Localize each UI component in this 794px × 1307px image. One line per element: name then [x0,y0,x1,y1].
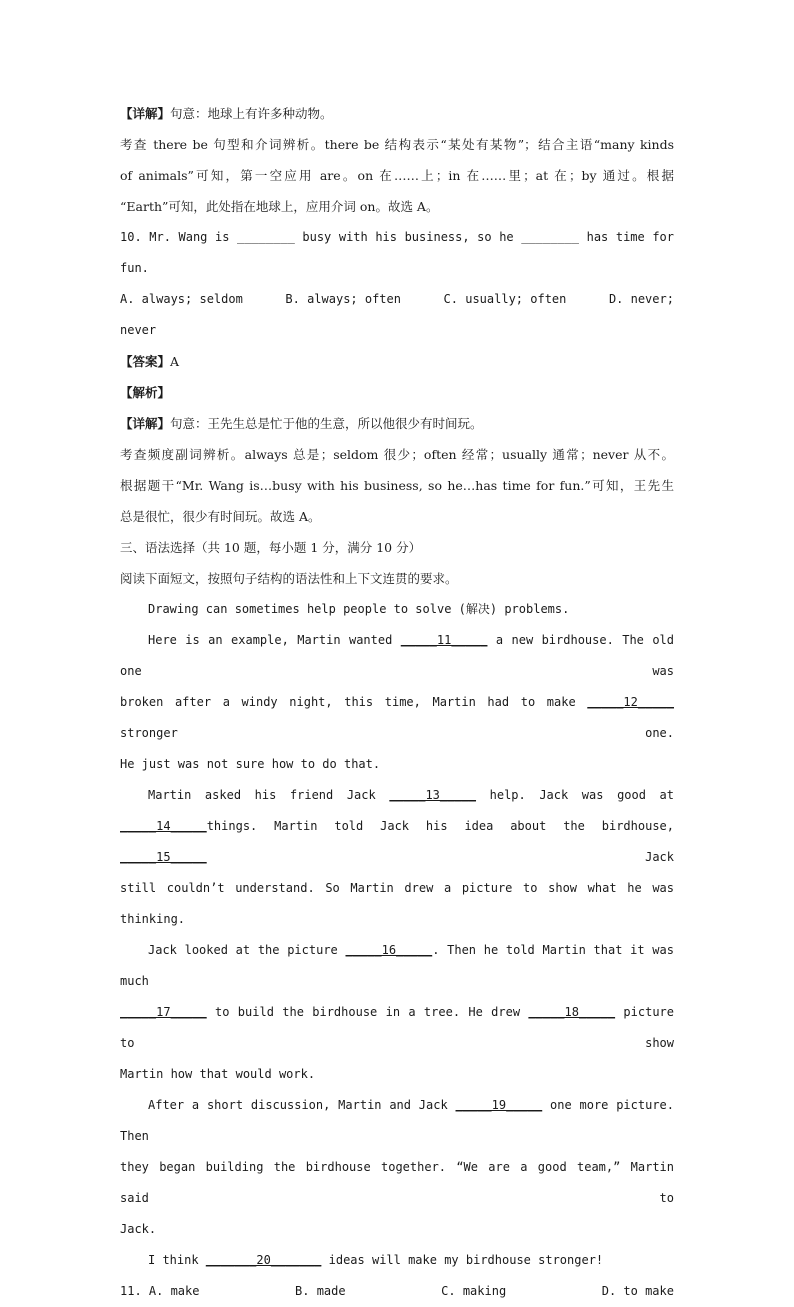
q10-options [120,284,674,315]
text-run: Here is an example, Martin wanted [148,633,401,647]
detail-label: 【详解】 [120,416,171,431]
option-d: D. never; [608,292,674,306]
option-d-wrap: never [120,323,157,337]
passage-line: Jack. [120,1222,157,1236]
q10-analysis-line: 考查频度副词辨析。always 总是；seldom 很少；often 经常；usually 通常；never 从不。 [120,447,674,462]
detail-text: 句意：地球上有许多种动物。 [170,106,333,121]
blank-18: _____18_____ [528,1005,616,1019]
passage-line [120,687,674,749]
option-b: B. always; often [285,292,401,306]
passage-line [120,1245,674,1276]
blank-19: _____19_____ [455,1098,543,1112]
text-run: . Then he told Martin that it was much [120,943,674,988]
blank-13: _____13_____ [389,788,477,802]
text-run: things. Martin told Jack his idea about the birdhouse, [206,819,674,833]
answer-label: 【答案】 [120,354,171,369]
option-d: D. to make [601,1284,674,1298]
option-a: 11. A. make [120,1284,200,1298]
blank-12: _____12_____ [587,695,674,709]
section-heading: 三、语法选择（共 10 题，每小题 1 分，满分 10 分） [120,540,422,555]
passage-line [120,1090,674,1152]
blank-11: _____11_____ [400,633,488,647]
q11-options [120,1276,674,1307]
blank-15: _____15_____ [120,850,207,864]
option-a: A. always; seldom [120,292,243,306]
q10-analysis-label: 【解析】 [120,385,171,400]
blank-16: _____16_____ [345,943,433,957]
option-c: C. making [441,1284,507,1298]
section-instruction: 阅读下面短文，按照句子结构的语法性和上下文连贯的要求。 [120,571,458,586]
passage-line [120,935,674,997]
q9-detail [120,98,674,129]
passage-line: He just was not sure how to do that. [120,757,381,771]
text-run: ideas will make my birdhouse stronger! [321,1253,604,1267]
detail-text: 句意：王先生总是忙于他的生意，所以他很少有时间玩。 [170,416,483,431]
passage-line [120,780,674,811]
q9-analysis-line: of animals”可知，第一空应用 are。on 在……上；in 在……里；at 在；by 通过。根据 [120,168,674,183]
text-run: stronger one. [120,726,674,740]
text-run: Jack looked at the picture [148,943,346,957]
blank-14: _____14_____ [120,819,207,833]
q10-detail [120,408,674,439]
detail-label: 【详解】 [120,106,171,121]
passage-line: still couldn’t understand. So Martin drew a picture to show what he was thinking. [120,881,674,926]
text-run: Jack [206,850,674,864]
document-content [120,98,674,1307]
passage-line [120,997,674,1059]
text-run: one more picture. Then [120,1098,675,1143]
text-run: I think [148,1253,206,1267]
text-run: picture to show [120,1005,674,1050]
q10-analysis-line: 总是很忙，很少有时间玩。故选 A。 [120,509,321,524]
q9-analysis-line: “Earth”可知，此处指在地球上，应用介词 on。故选 A。 [120,199,439,214]
text-run: to build the birdhouse in a tree. He drew [206,1005,529,1019]
option-c: C. usually; often [443,292,567,306]
text-run: broken after a windy night, this time, Martin had to make [120,695,588,709]
q10-stem: 10. Mr. Wang is ________ busy with his business, so he ________ has time for fun. [120,230,674,275]
passage-line: they began building the birdhouse together. “We are a good team,” Martin said to [120,1160,674,1205]
passage-line [120,811,674,873]
blank-20: _______20_______ [205,1253,322,1267]
q10-answer [120,346,674,377]
blank-17: _____17_____ [120,1005,207,1019]
q10-analysis-line: 根据题干“Mr. Wang is…busy with his business, so he…has time for fun.”可知，王先生 [120,478,674,493]
text-run: a new birdhouse. The old one was [120,633,674,678]
text-run: help. Jack was good at [476,788,675,802]
passage-line: Martin how that would work. [120,1067,316,1081]
answer-value: A [170,354,180,369]
passage-line [120,625,674,687]
option-b: B. made [295,1284,346,1298]
passage-line: Drawing can sometimes help people to solve (解决) problems. [148,602,570,616]
text-run: After a short discussion, Martin and Jack [148,1098,456,1112]
q9-analysis-line: 考查 there be 句型和介词辨析。there be 结构表示“某处有某物”；结合主语“many kinds [120,137,674,152]
text-run: Martin asked his friend Jack [148,788,390,802]
